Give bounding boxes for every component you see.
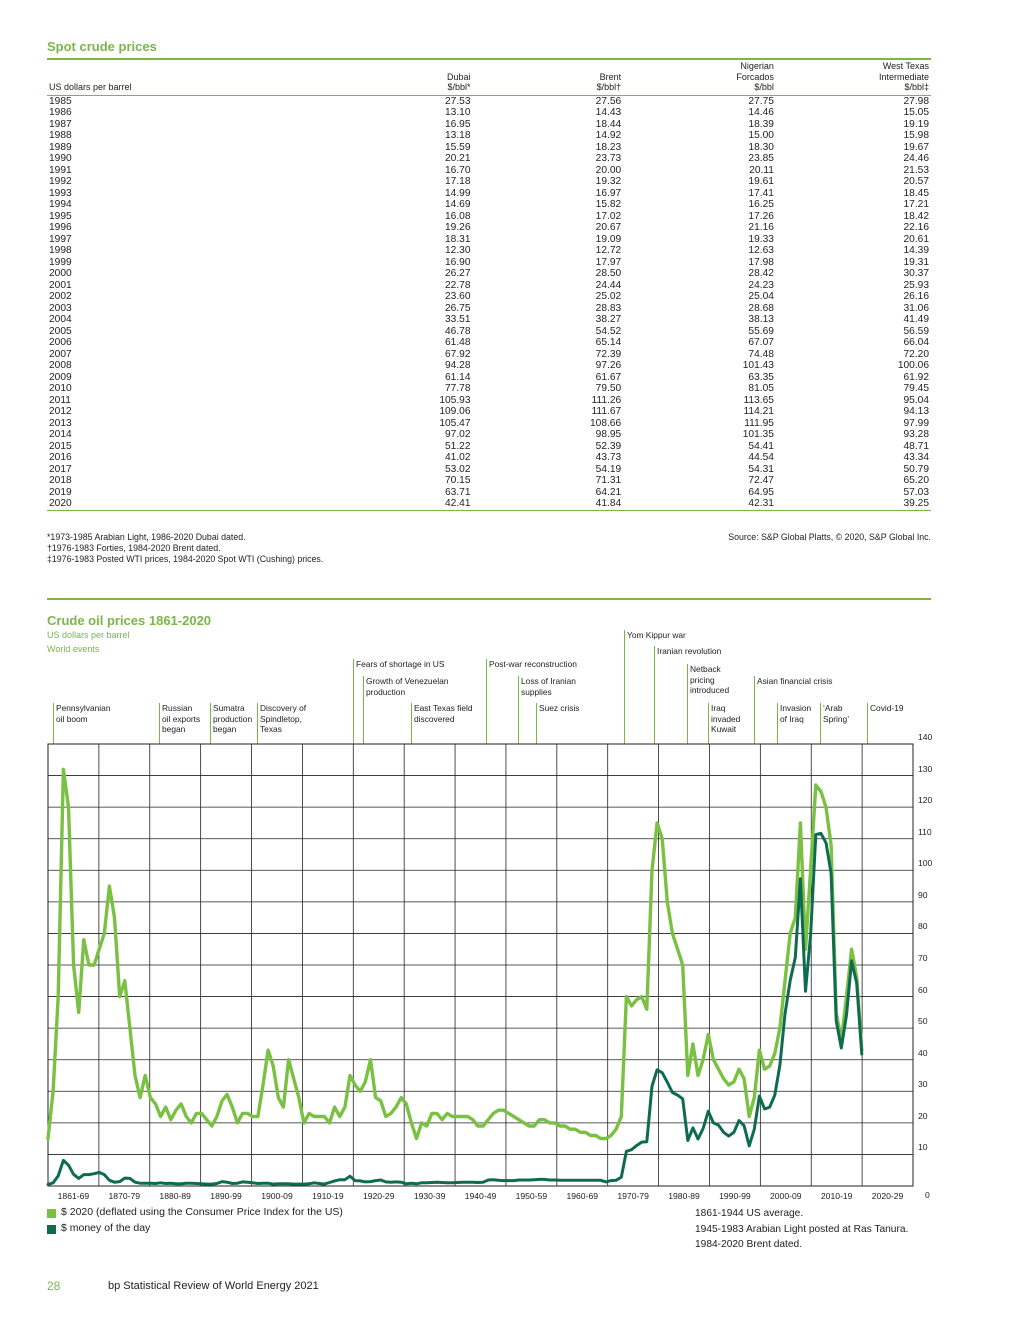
table-cell-price: 97.02 — [445, 429, 471, 440]
table-cell-year: 1998 — [49, 245, 72, 256]
table-cell-year: 1991 — [49, 164, 72, 176]
x-tick-label: 1930-39 — [413, 1191, 446, 1201]
source-note-brent-dated: 1984-2020 Brent dated. — [695, 1239, 803, 1250]
x-tick-label: 1910-19 — [312, 1191, 344, 1201]
y-tick-label: 0 — [925, 1190, 930, 1200]
table-cell-price: 17.18 — [445, 176, 471, 187]
table-cell-year: 2016 — [49, 452, 72, 463]
y-tick-label: 80 — [918, 921, 928, 932]
x-tick-label: 1880-89 — [159, 1191, 191, 1201]
table-cell-price: 16.97 — [595, 187, 622, 199]
table-cell-price: 42.41 — [198, 498, 473, 510]
table-cell-price: 41.49 — [903, 314, 929, 325]
table-cell-price: 28.50 — [595, 268, 622, 279]
table-cell-price: 20.61 — [903, 233, 929, 245]
x-tick-label: 1940-49 — [464, 1191, 497, 1201]
table-cell-year: 2001 — [49, 279, 72, 291]
table-cell-year: 1992 — [49, 176, 72, 187]
table-cell-price: 19.33 — [748, 233, 774, 245]
table-cell-price: 39.25 — [776, 498, 931, 510]
event-loss-of-iranian-supplies: Loss of Iranian supplies — [521, 676, 576, 697]
table-cell-price: 52.39 — [595, 440, 622, 452]
table-cell-price: 114.21 — [743, 406, 774, 417]
y-tick-label: 90 — [918, 889, 928, 900]
table-cell-year: 1989 — [49, 141, 72, 153]
event-asian-financial-crisis: Asian financial crisis — [757, 676, 833, 686]
legend-label-nominal: $ money of the day — [61, 1222, 151, 1234]
table-cell-price: 14.46 — [748, 107, 774, 118]
page-number: 28 — [47, 1279, 61, 1293]
table-cell-price: 14.92 — [595, 130, 622, 141]
x-tick-label: 1980-89 — [668, 1191, 700, 1201]
table-cell-price: 16.90 — [445, 256, 471, 268]
table-cell-price: 101.43 — [742, 360, 774, 371]
x-tick-label: 1920-29 — [362, 1191, 395, 1201]
table-cell-price: 16.70 — [445, 164, 471, 176]
table-cell-price: 16.95 — [445, 118, 471, 130]
table-cell-year: 2018 — [49, 475, 72, 486]
x-tick-label: 1861-69 — [57, 1191, 90, 1201]
table-cell-price: 13.10 — [445, 107, 471, 118]
event-east-texas-field: East Texas field discovered — [414, 703, 473, 724]
table-cell-price: 33.51 — [445, 314, 471, 325]
table-cell-price: 98.95 — [595, 429, 622, 440]
spot-table-title: Spot crude prices — [47, 39, 157, 54]
table-cell-price: 48.71 — [903, 440, 929, 452]
table-cell-price: 54.31 — [748, 463, 774, 475]
table-cell-price: 24.46 — [903, 153, 929, 164]
x-tick-label: 1870-79 — [108, 1191, 141, 1201]
x-tick-label: 1950-59 — [515, 1191, 548, 1201]
table-cell-price: 15.59 — [445, 141, 471, 153]
table-cell-price: 74.48 — [748, 348, 774, 360]
table-cell-year: 1996 — [49, 222, 72, 233]
table-cell-price: 38.27 — [595, 314, 622, 325]
table-cell-price: 18.39 — [748, 118, 774, 130]
y-tick-label: 20 — [918, 1110, 928, 1121]
table-cell-price: 51.22 — [445, 440, 471, 452]
table-cell-price: 55.69 — [748, 325, 774, 337]
table-cell-price: 18.30 — [748, 141, 774, 153]
table-cell-price: 64.95 — [748, 486, 774, 498]
table-cell-price: 12.72 — [595, 245, 622, 256]
table-cell-price: 16.08 — [445, 210, 471, 222]
table-cell-price: 79.45 — [903, 383, 929, 394]
table-cell-price: 105.47 — [439, 417, 471, 429]
header-dubai: Dubai $/bbl* — [198, 61, 473, 95]
table-cell-price: 19.61 — [748, 176, 774, 187]
table-cell-price: 54.41 — [748, 440, 774, 452]
table-cell-year: 1986 — [49, 107, 72, 118]
x-tick-label: 1900-09 — [261, 1191, 293, 1201]
table-cell-price: 14.39 — [903, 245, 929, 256]
table-cell-price: 15.98 — [903, 130, 929, 141]
event-yom-kippur-war: Yom Kippur war — [627, 630, 686, 640]
x-tick-label: 1960-69 — [566, 1191, 599, 1201]
crude-chart-title: Crude oil prices 1861-2020 — [47, 613, 212, 628]
table-cell-price: 81.05 — [748, 383, 774, 394]
table-cell-price: 25.93 — [903, 279, 929, 291]
table-cell-price: 23.60 — [445, 291, 471, 302]
table-cell-price: 61.67 — [595, 371, 622, 383]
y-tick-label: 100 — [918, 858, 933, 869]
table-cell-price: 46.78 — [445, 325, 471, 337]
legend-swatch-nominal — [47, 1225, 56, 1234]
table-cell-price: 44.54 — [748, 452, 774, 463]
crude-chart-subtitle-events: World events — [47, 644, 100, 654]
y-tick-label: 60 — [918, 984, 928, 995]
table-source: Source: S&P Global Platts, © 2020, S&P Global Inc. — [728, 532, 931, 542]
header-nigerian-forcados: Nigerian Forcados $/bbl — [623, 61, 776, 95]
table-cell-price: 12.63 — [748, 245, 774, 256]
table-cell-price: 26.75 — [445, 302, 471, 314]
table-cell-year: 2002 — [49, 291, 72, 302]
x-tick-label: 2010-19 — [820, 1191, 853, 1201]
table-cell-price: 30.37 — [903, 268, 929, 279]
table-cell-price: 14.43 — [595, 107, 622, 118]
table-note-dubai: *1973-1985 Arabian Light, 1986-2020 Dubai dated. — [47, 532, 246, 542]
table-cell-price: 27.75 — [748, 95, 774, 107]
table-cell-price: 17.41 — [748, 187, 774, 199]
table-cell-year: 1994 — [49, 199, 72, 210]
table-cell-price: 19.31 — [903, 256, 929, 268]
table-cell-price: 67.92 — [445, 348, 471, 360]
event-arab-spring: ‘Arab Spring’ — [823, 703, 850, 724]
table-cell-price: 56.59 — [903, 325, 929, 337]
table-cell-price: 111.67 — [591, 406, 622, 417]
table-cell-year: 2005 — [49, 325, 72, 337]
table-cell-price: 16.25 — [748, 199, 774, 210]
table-cell-year: 2014 — [49, 429, 72, 440]
table-cell-price: 14.99 — [445, 187, 471, 199]
table-cell-price: 61.48 — [445, 337, 471, 348]
table-cell-price: 26.27 — [445, 268, 471, 279]
table-cell-price: 13.18 — [445, 130, 471, 141]
table-cell-price: 15.00 — [748, 130, 774, 141]
y-tick-label: 40 — [918, 1047, 928, 1058]
table-cell-price: 27.98 — [903, 95, 929, 107]
table-cell-price: 23.85 — [748, 153, 774, 164]
table-cell-year: 1987 — [49, 118, 72, 130]
table-cell-year: 2013 — [49, 417, 72, 429]
table-cell-price: 109.06 — [439, 406, 471, 417]
table-cell-price: 113.65 — [743, 394, 774, 406]
table-cell-price: 17.21 — [903, 199, 929, 210]
table-cell-year: 1995 — [49, 210, 72, 222]
table-cell-price: 111.26 — [591, 394, 622, 406]
table-cell-price: 66.04 — [903, 337, 929, 348]
table-cell-price: 70.15 — [445, 475, 471, 486]
table-cell-price: 94.28 — [445, 360, 471, 371]
table-cell-price: 19.32 — [595, 176, 622, 187]
table-cell-year: 2012 — [49, 406, 72, 417]
y-tick-label: 130 — [918, 763, 933, 774]
table-cell-price: 72.20 — [903, 348, 929, 360]
table-cell-price: 20.11 — [749, 164, 774, 176]
table-cell-year: 1993 — [49, 187, 72, 199]
publication-title: bp Statistical Review of World Energy 2021 — [108, 1280, 319, 1292]
table-cell-price: 24.44 — [595, 279, 622, 291]
event-venezuelan-growth: Growth of Venezuelan production — [366, 676, 449, 697]
table-cell-price: 97.26 — [595, 360, 622, 371]
table-cell-price: 41.84 — [473, 498, 624, 510]
table-cell-price: 108.66 — [589, 417, 622, 429]
table-cell-price: 38.13 — [748, 314, 774, 325]
event-spindletop-discovery: Discovery of Spindletop, Texas — [260, 703, 307, 735]
table-cell-price: 63.71 — [445, 486, 471, 498]
table-cell-price: 20.00 — [595, 164, 622, 176]
table-cell-year: 1999 — [49, 256, 72, 268]
table-cell-year: 2017 — [49, 463, 72, 475]
y-tick-label: 50 — [918, 1016, 928, 1027]
table-cell-price: 72.47 — [748, 475, 774, 486]
table-cell-price: 25.04 — [748, 291, 774, 302]
table-cell-year: 2007 — [49, 348, 72, 360]
table-cell-price: 95.04 — [903, 394, 929, 406]
table-cell-price: 22.16 — [903, 222, 929, 233]
table-cell-price: 72.39 — [595, 348, 622, 360]
table-cell-price: 12.30 — [445, 245, 471, 256]
table-cell-year: 2000 — [49, 268, 72, 279]
table-cell-price: 19.26 — [445, 222, 471, 233]
x-tick-label: 2000-09 — [770, 1191, 802, 1201]
table-cell-price: 43.34 — [903, 452, 929, 463]
table-note-wti: ‡1976-1983 Posted WTI prices, 1984-2020 Spot WTI (Cushing) prices. — [47, 554, 324, 564]
table-cell-year: 2004 — [49, 314, 72, 325]
table-cell-price: 20.67 — [595, 222, 622, 233]
table-cell-price: 17.97 — [595, 256, 622, 268]
header-wti: West Texas Intermediate $/bbl‡ — [776, 61, 931, 95]
table-cell-price: 50.79 — [903, 463, 929, 475]
table-cell-price: 19.09 — [595, 233, 622, 245]
table-cell-price: 111.95 — [744, 417, 774, 429]
table-cell-price: 21.53 — [903, 164, 929, 176]
event-netback-pricing: Netback pricing introduced — [690, 664, 730, 696]
table-cell-price: 100.06 — [897, 360, 929, 371]
table-cell-price: 19.19 — [903, 118, 929, 130]
table-cell-price: 28.42 — [748, 268, 774, 279]
table-cell-price: 28.68 — [748, 302, 774, 314]
table-cell-price: 54.19 — [595, 463, 622, 475]
event-iranian-revolution: Iranian revolution — [657, 646, 722, 656]
x-tick-label: 1970-79 — [617, 1191, 649, 1201]
table-cell-year: 2020 — [47, 498, 198, 510]
table-cell-price: 101.35 — [742, 429, 774, 440]
table-cell-price: 41.02 — [445, 452, 471, 463]
table-cell-year: 2019 — [49, 486, 72, 498]
table-cell-price: 22.78 — [445, 279, 471, 291]
table-cell-price: 61.92 — [903, 371, 929, 383]
y-tick-label: 120 — [918, 795, 933, 806]
crude-chart-subtitle-units: US dollars per barrel — [47, 630, 130, 640]
table-cell-price: 97.99 — [903, 417, 929, 429]
event-pennsylvanian-oil-boom: Pennsylvanian oil boom — [56, 703, 111, 724]
table-cell-price: 93.28 — [903, 429, 929, 440]
header-brent: Brent $/bbl† — [473, 61, 624, 95]
y-tick-label: 70 — [918, 953, 928, 963]
y-tick-label: 30 — [918, 1079, 928, 1090]
table-cell-price: 27.53 — [445, 95, 471, 107]
table-cell-price: 105.93 — [439, 394, 471, 406]
table-cell-price: 63.35 — [748, 371, 774, 383]
table-cell-price: 71.31 — [595, 475, 622, 486]
event-fears-of-shortage: Fears of shortage in US — [356, 659, 445, 669]
table-cell-price: 77.78 — [445, 383, 471, 394]
table-cell-price: 17.98 — [748, 256, 774, 268]
table-cell-price: 27.56 — [595, 95, 622, 107]
source-note-us-average: 1861-1944 US average. — [695, 1208, 804, 1219]
table-cell-price: 79.50 — [595, 383, 622, 394]
table-cell-price: 17.02 — [595, 210, 622, 222]
table-cell-price: 94.13 — [903, 406, 929, 417]
table-cell-price: 18.42 — [903, 210, 929, 222]
table-cell-price: 31.06 — [903, 302, 929, 314]
table-cell-price: 17.26 — [748, 210, 774, 222]
header-units: US dollars per barrel — [47, 61, 198, 95]
table-note-brent: †1976-1983 Forties, 1984-2020 Brent dated. — [47, 543, 221, 553]
event-covid-19: Covid-19 — [870, 703, 904, 713]
table-cell-year: 2006 — [49, 337, 72, 348]
table-cell-price: 15.82 — [595, 199, 622, 210]
table-cell-year: 2011 — [49, 394, 71, 406]
table-cell-price: 53.02 — [445, 463, 471, 475]
table-cell-price: 54.52 — [595, 325, 622, 337]
y-tick-label: 10 — [918, 1142, 928, 1153]
table-cell-price: 18.45 — [903, 187, 929, 199]
table-cell-price: 18.44 — [595, 118, 622, 130]
table-cell-price: 26.16 — [903, 291, 929, 302]
event-sumatra-production: Sumatra production began — [213, 703, 253, 735]
event-russian-oil-exports: Russian oil exports began — [162, 703, 201, 735]
table-cell-price: 24.23 — [748, 279, 774, 291]
legend-label-real: $ 2020 (deflated using the Consumer Price Index for the US) — [61, 1206, 343, 1218]
table-cell-price: 64.21 — [595, 486, 622, 498]
source-note-arabian-light: 1945-1983 Arabian Light posted at Ras Tanura. — [695, 1223, 909, 1235]
table-cell-year: 2003 — [49, 302, 72, 314]
table-cell-price: 18.23 — [595, 141, 622, 153]
table-cell-year: 2008 — [49, 360, 72, 371]
table-cell-price: 20.57 — [903, 176, 929, 187]
legend-swatch-real — [47, 1209, 56, 1218]
y-tick-label: 110 — [918, 826, 932, 837]
table-cell-price: 61.14 — [445, 371, 471, 383]
table-cell-price: 23.73 — [595, 153, 622, 164]
table-cell-year: 2015 — [49, 440, 72, 452]
table-cell-price: 14.69 — [445, 199, 471, 210]
x-tick-label: 1990-99 — [719, 1191, 751, 1201]
table-cell-year: 1985 — [49, 95, 72, 107]
table-cell-year: 1990 — [49, 153, 72, 164]
table-cell-price: 20.21 — [445, 153, 471, 164]
event-iraq-invaded-kuwait: Iraq invaded Kuwait — [711, 703, 741, 735]
table-cell-price: 67.07 — [748, 337, 774, 348]
table-cell-price: 18.31 — [445, 233, 471, 245]
table-cell-price: 65.20 — [903, 475, 929, 486]
table-cell-price: 15.05 — [903, 107, 929, 118]
event-invasion-of-iraq: Invasion of Iraq — [780, 703, 812, 724]
table-cell-price: 65.14 — [595, 337, 622, 348]
y-tick-label: 140 — [918, 732, 933, 742]
table-cell-price: 21.16 — [748, 222, 774, 233]
x-tick-label: 1890-99 — [210, 1191, 242, 1201]
table-cell-year: 2010 — [49, 383, 72, 394]
table-cell-price: 19.67 — [903, 141, 929, 153]
event-post-war-reconstruction: Post-war reconstruction — [489, 659, 577, 669]
chart-source-notes — [695, 1206, 908, 1253]
event-suez-crisis: Suez crisis — [539, 703, 580, 713]
table-cell-year: 1988 — [49, 130, 72, 141]
table-cell-price: 25.02 — [595, 291, 622, 302]
table-cell-price: 42.31 — [623, 498, 776, 510]
table-cell-year: 2009 — [49, 371, 72, 383]
table-cell-price: 43.73 — [595, 452, 622, 463]
table-cell-price: 57.03 — [903, 486, 929, 498]
table-cell-year: 1997 — [49, 233, 72, 245]
table-cell-price: 28.83 — [595, 302, 622, 314]
x-tick-label: 2020-29 — [871, 1191, 904, 1201]
